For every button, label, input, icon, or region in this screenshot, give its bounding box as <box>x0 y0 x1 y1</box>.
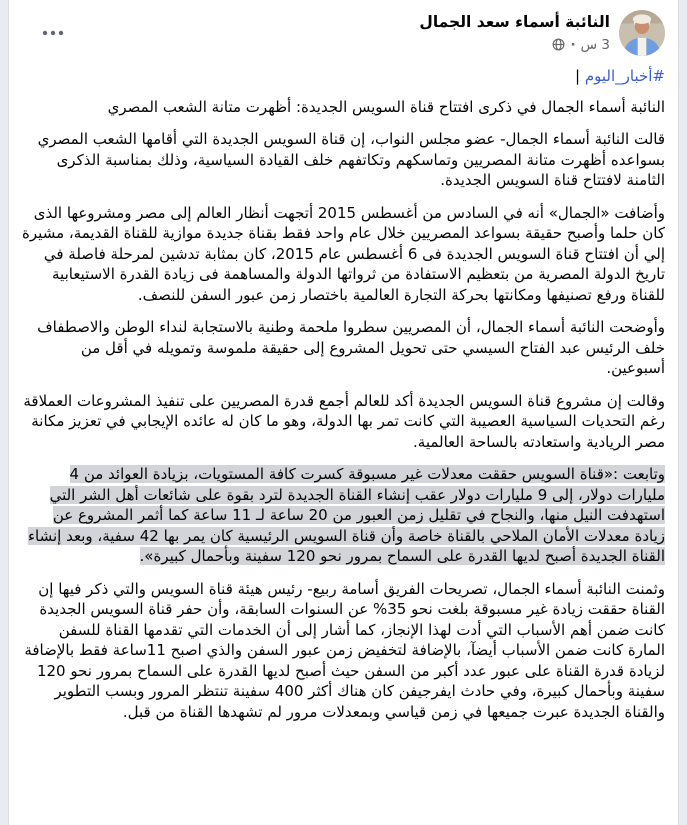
post-paragraph: النائبة أسماء الجمال في ذكرى افتتاح قناة السويس الجديدة: أظهرت متانة الشعب المصري <box>107 97 665 116</box>
post-paragraph: وأوضحت النائبة أسماء الجمال، أن المصريين سطروا ملحمة وطنية بالاستجابة لنداء الوطن والاصطفاف خلف الرئيس عبد الفتاح السيسي حتى تحويل المشروع إلى حقيقة ملموسة وتمويله في أقل من أسبوعين. <box>37 318 665 377</box>
hashtag-link[interactable]: #أخبار_اليوم <box>584 67 665 85</box>
post-header <box>22 10 665 56</box>
meta-separator: · <box>570 36 576 53</box>
globe-icon <box>552 38 565 51</box>
post-paragraph: وقالت إن مشروع قناة السويس الجديدة أكد للعالم أجمع قدرة المصريين على تنفيذ المشروعات العملاقة رغم التحديات السياسية العصيبة التي كانت تمر بها الدولة، وهو ما كان له عائده الإيجابي في تعزيز مكانة مصر الريادية واستعادته بالساحة العالمية. <box>23 391 665 451</box>
more-options-icon <box>42 30 64 36</box>
author-block <box>419 10 610 53</box>
hashtag-pipe: | <box>575 67 585 85</box>
post-paragraph: قالت النائبة أسماء الجمال- عضو مجلس النواب، إن قناة السويس الجديدة التي أقامها الشعب المصري بسواعده أظهرت متانة المصريين وتماسكهم وتكاتفهم خلف القيادة السياسية، وذلك بمناسبة الذكرى الثامنة لافتتاح قناة السويس الجديدة. <box>37 130 665 189</box>
post-body <box>22 66 665 722</box>
post-paragraph: وثمنت النائبة أسماء الجمال، تصريحات الفريق أسامة ربيع- رئيس هيئة قناة السويس والتي ذكر فيها إن القناة حققت زيادة غير مسبوقة بلغت نحو 35% عن السنوات السابقة، وأن حفر قناة السويس الجديدة كانت ضمن أهم الأسباب التي أدت لهذا الإنجاز، كما أشار إلى أن الخدمات التي تقدمها القناة للسفن المارة كانت ضمن الأسباب أيضآ، بالإضافة لتخفيض زمن عبور السفن والذي اصبح 11ساعة فقط بالإضافة لزيادة قدرة القناة على عبور عدد أكبر من السفن حيث أصبح لديها القدرة على السماح بمرور نحو 120 سفينة وبأحمال كبيرة، وفي حادث ايفرجيفن كان هناك أكثر 400 سفينة تنتظر المرور وبسب التطوير والقناة الجديدة عبرت جميعها في زمن قياسي وبمعدلات مرور لم تشهدها القناة من قبل. <box>24 579 665 721</box>
post-paragraph-highlighted <box>22 464 665 567</box>
post-meta <box>419 37 610 53</box>
hashtag-line <box>22 66 665 87</box>
avatar[interactable] <box>619 10 665 56</box>
timestamp[interactable]: 3 س <box>580 36 610 53</box>
post-paragraph: وأضافت «الجمال» أنه في السادس من أغسطس 2015 أتجهت أنظار العالم إلى مصر ومشروعها الذى كان حلما وأصبح حقيقة بسواعد المصريين خلال عام واحد فقط بقناة جديدة موازية للقناة القديمة، مشيرة إلي أن افتتاح قناة السويس الجديدة فى 6 أغسطس عام 2015، كان بمثابة تدشين لمرحلة فاصلة في تاريخ الدولة المصرية من بتعظيم الاستفادة من ثرواتها الدولة والمساهمة فى زيادة القدرة الاستيعابية للقناة ورفع تصنيفها ومكانتها بحركة التجارة العالمية باختصار زمن عبور السفن للنصف. <box>22 203 665 304</box>
more-options-button[interactable] <box>36 24 70 42</box>
facebook-post-card <box>8 0 679 825</box>
highlighted-text: وتابعت :«قناة السويس حققت معدلات غير مسبوقة كسرت كافة المستويات، بزيادة العوائد من 4 مليارات دولار، إلى 9 مليارات دولار عقب إنشاء القناة الجديدة لترد بقوة على شائعات أهل الشر التي استهدفت النيل منها، والنجاح في تقليل زمن العبور من 20 ساعة لـ 11 ساعة كما أثمر المشروع عن زيادة معدلات الأمان الملاحي بالقناة خاصة وأن قناة السويس الرئيسية كان يمر بها 42 سفية، وبعد إنشاء القناة الجديدة أصبح لديها القدرة على السماح بمرور نحو 120 سفينة وبأحمال كبيرة». <box>27 465 665 565</box>
author-name[interactable]: النائبة أسماء سعد الجمال <box>419 13 610 31</box>
